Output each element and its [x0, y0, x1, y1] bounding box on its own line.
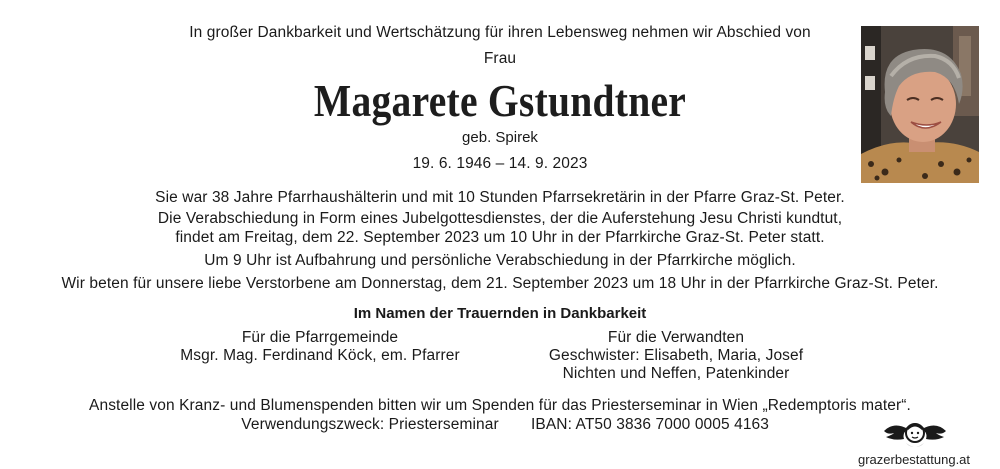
relatives-line1: Geschwister: Elisabeth, Maria, Josef: [548, 347, 804, 364]
relatives-heading: Für die Verwandten: [607, 329, 745, 346]
relatives-line2: Nichten und Neffen, Patenkinder: [562, 365, 790, 382]
farewell-text-line1: Die Verabschiedung in Form eines Jubelgottesdienstes, der die Auferstehung Jesu Christi kundtut,: [157, 210, 843, 227]
parish-heading: Für die Pfarrgemeinde: [241, 329, 399, 346]
donation-iban: IBAN: AT50 3836 7000 0005 4163: [531, 416, 769, 433]
angel-logo-icon: [880, 419, 950, 456]
donation-purpose: Verwendungszweck: Priesterseminar: [241, 416, 499, 433]
portrait-photo: [861, 26, 979, 183]
prayer-text: Wir beten für unsere liebe Verstorbene am Donnerstag, dem 21. September 2023 um 18 Uhr in der Pfarrkirche Graz-St. Peter.: [61, 275, 939, 292]
birth-name: geb. Spirek: [462, 129, 538, 146]
intro-text: In großer Dankbarkeit und Wertschätzung für ihren Lebensweg nehmen wir Abschied von: [189, 24, 811, 41]
donation-text: Anstelle von Kranz- und Blumenspenden bitten wir um Spenden für das Priesterseminar in Wien „Redemptoris mater“.: [89, 397, 911, 414]
biography-text: Sie war 38 Jahre Pfarrhaushälterin und mit 10 Stunden Pfarrsekretärin in der Pfarre Graz-St. Peter.: [155, 189, 845, 206]
salutation: Frau: [483, 50, 517, 67]
brand-name: grazerbestattung.at: [858, 452, 971, 467]
parish-signatory: Msgr. Mag. Ferdinand Köck, em. Pfarrer: [180, 347, 460, 364]
farewell-text-line2: findet am Freitag, dem 22. September 2023 um 10 Uhr in der Pfarrkirche Graz-St. Peter statt.: [175, 229, 825, 246]
life-dates: 19. 6. 1946 – 14. 9. 2023: [412, 155, 588, 172]
deceased-name: Magarete Gstundtner: [313, 75, 687, 126]
viewing-text: Um 9 Uhr ist Aufbahrung und persönliche Verabschiedung in der Pfarrkirche möglich.: [204, 252, 796, 269]
mourners-heading: Im Namen der Trauernden in Dankbarkeit: [353, 305, 647, 322]
